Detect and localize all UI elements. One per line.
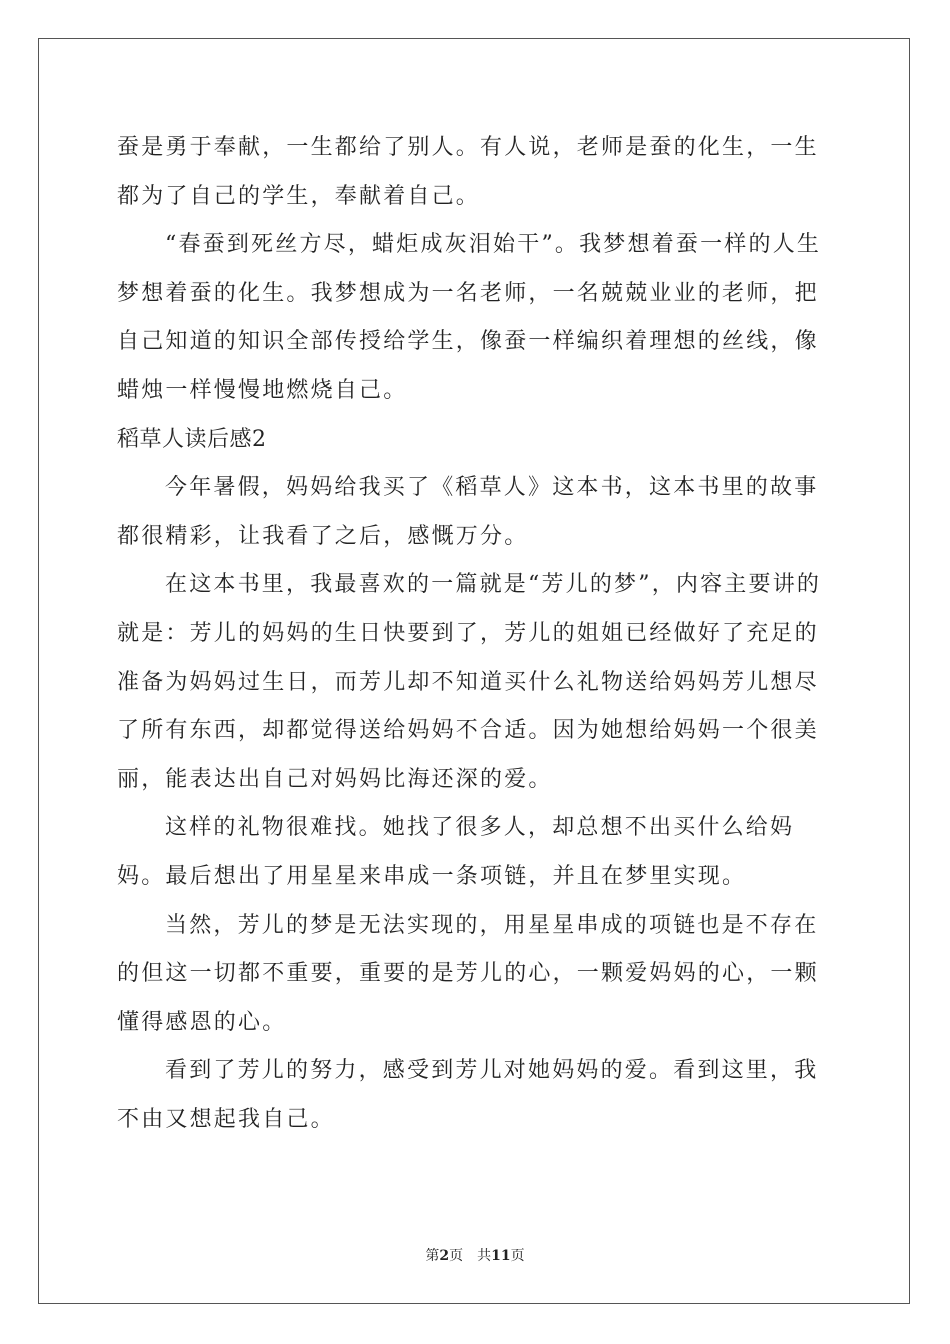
page-footer: [0, 1245, 950, 1265]
total-pages: 11: [491, 1248, 511, 1264]
paragraph-3: 今年暑假，妈妈给我买了《稻草人》这本书，这本书里的故事都很精彩，让我看了之后，感慨万分。: [117, 475, 819, 549]
paragraph-2: “春蚕到死丝方尽，蜡炬成灰泪始干”。我梦想着蚕一样的人生梦想着蚕的化生。我梦想成为一名老师，一名兢兢业业的老师，把自己知道的知识全部传授给学生，像蚕一样编织着理想的丝线，像蜡烛一样慢慢地燃烧自己。: [117, 232, 822, 403]
paragraph-6: 当然，芳儿的梦是无法实现的，用星星串成的项链也是不存在的但这一切都不重要，重要的是芳儿的心，一颗爱妈妈的心，一颗懂得感恩的心。: [117, 912, 819, 1035]
paragraph-4: 在这本书里，我最喜欢的一篇就是“芳儿的梦”，内容主要讲的就是：芳儿的妈妈的生日快要到了，芳儿的姐姐已经做好了充足的准备为妈妈过生日，而芳儿却不知道买什么礼物送给妈妈芳儿想尽了所有东西，却都觉得送给妈妈不合适。因为她想给妈妈一个很美丽，能表达出自己对妈妈比海还深的爱。: [117, 572, 822, 792]
total-prefix: 共: [477, 1248, 492, 1264]
section-heading: 稻草人读后感2: [117, 426, 267, 452]
document-body: [117, 124, 833, 1144]
paragraph-7: 看到了芳儿的努力，感受到芳儿对她妈妈的爱。看到这里，我不由又想起我自己。: [117, 1058, 819, 1132]
paragraph-5: 这样的礼物很难找。她找了很多人，却总想不出买什么给妈妈。最后想出了用星星来串成一条项链，并且在梦里实现。: [117, 815, 795, 889]
page-prefix: 第: [425, 1248, 440, 1264]
page-number: 2: [439, 1248, 450, 1264]
page-suffix: 页: [449, 1248, 464, 1264]
total-suffix: 页: [510, 1248, 525, 1264]
paragraph-1: 蚕是勇于奉献，一生都给了别人。有人说，老师是蚕的化生，一生都为了自己的学生，奉献着自己。: [117, 135, 819, 209]
